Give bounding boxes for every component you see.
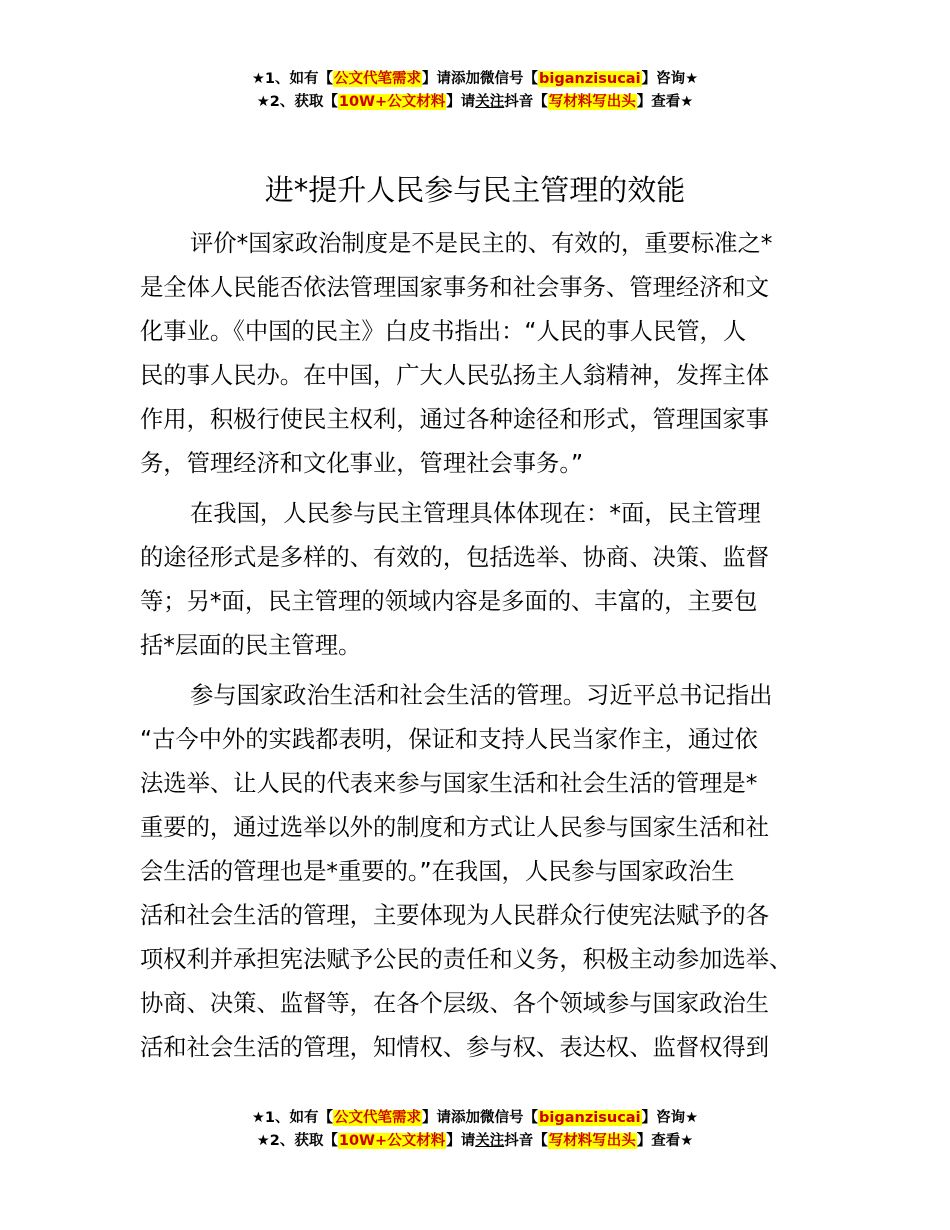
highlight-materials: 10W+公文材料 <box>338 94 446 110</box>
footer-banner <box>0 1107 950 1153</box>
paragraph-3 <box>140 674 820 1070</box>
text-line: 等；另*面，民主管理的领域内容是多面的、丰富的，主要包 <box>140 588 758 615</box>
text-line: 会生活的管理也是*重要的。”在我国，人民参与国家政治生 <box>140 858 735 885</box>
text-line: 评价*国家政治制度是不是民主的、有效的，重要标准之* <box>190 230 773 257</box>
text-line: 参与国家政治生活和社会生活的管理。习近平总书记指出 <box>190 682 773 709</box>
header-line-2: ★2、获取【10W+公文材料】请关注抖音【写材料写出头】查看★ <box>256 94 694 110</box>
highlight-service: 公文代笔需求 <box>334 71 422 87</box>
text-line: 民的事人民办。在中国，广大人民弘扬主人翁精神，发挥主体 <box>140 362 770 389</box>
header-line-1: ★1、如有【公文代笔需求】请添加微信号【biganzisucai】咨询★ <box>251 71 699 87</box>
document-body <box>140 222 820 1076</box>
highlight-materials: 10W+公文材料 <box>338 1133 446 1149</box>
text-line: 的途径形式是多样的、有效的，包括选举、协商、决策、监督 <box>140 544 770 571</box>
text-line: 活和社会生活的管理，知情权、参与权、表达权、监督权得到 <box>140 1034 770 1061</box>
document-title: 进*提升人民参与民主管理的效能 <box>264 173 686 207</box>
text-line: 项权利并承担宪法赋予公民的责任和义务，积极主动参加选举、 <box>140 946 793 973</box>
underlined-follow: 关注 <box>475 1133 505 1149</box>
footer-line-2: ★2、获取【10W+公文材料】请关注抖音【写材料写出头】查看★ <box>256 1133 694 1149</box>
text-line: 括*层面的民主管理。 <box>140 632 362 659</box>
text-line: 化事业。《中国的民主》白皮书指出：“人民的事人民管，人 <box>140 318 747 345</box>
text-line: 协商、决策、监督等，在各个层级、各个领域参与国家政治生 <box>140 990 770 1017</box>
text-line: 在我国，人民参与民主管理具体体现在：*面，民主管理 <box>190 500 761 527</box>
footer-line-1: ★1、如有【公文代笔需求】请添加微信号【biganzisucai】咨询★ <box>251 1110 699 1126</box>
text-line: 重要的，通过选举以外的制度和方式让人民参与国家生活和社 <box>140 814 770 841</box>
paragraph-1 <box>140 222 820 486</box>
text-line: 作用，积极行使民主权利，通过各种途径和形式，管理国家事 <box>140 406 770 433</box>
highlight-douyin-account: 写材料写出头 <box>548 1133 636 1149</box>
underlined-follow: 关注 <box>475 94 505 110</box>
text-line: 活和社会生活的管理，主要体现为人民群众行使宪法赋予的各 <box>140 902 770 929</box>
highlight-douyin-account: 写材料写出头 <box>548 94 636 110</box>
highlight-wechat-id: biganzisucai <box>539 1110 641 1126</box>
paragraph-2 <box>140 492 820 668</box>
text-line: 务，管理经济和文化事业，管理社会事务。” <box>140 450 584 477</box>
highlight-service: 公文代笔需求 <box>334 1110 422 1126</box>
text-line: 法选举、让人民的代表来参与国家生活和社会生活的管理是* <box>140 770 758 797</box>
text-line: “古今中外的实践都表明，保证和支持人民当家作主，通过依 <box>140 726 758 753</box>
header-banner <box>0 68 950 114</box>
highlight-wechat-id: biganzisucai <box>539 71 641 87</box>
text-line: 是全体人民能否依法管理国家事务和社会事务、管理经济和文 <box>140 274 770 301</box>
